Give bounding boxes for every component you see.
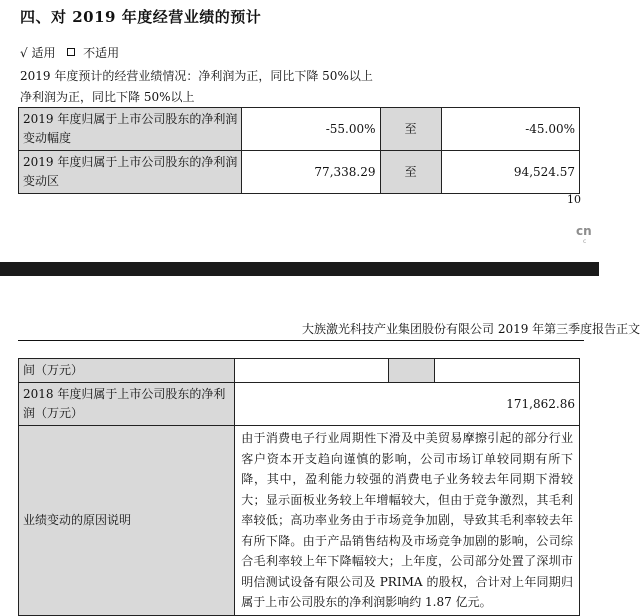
row-label: 间（万元） — [19, 359, 235, 383]
forecast-line: 2019 年度预计的经营业绩情况：净利润为正，同比下降 50%以上 — [20, 69, 373, 83]
table-cell — [389, 359, 435, 383]
range-low-value: 77,338.29 — [242, 151, 380, 194]
profit-forecast-table — [18, 107, 580, 194]
change-low-value: -55.00% — [242, 108, 380, 151]
reason-text: 由于消费电子行业周期性下滑及中美贸易摩擦引起的部分行业客户资本开支趋向谨慎的影响，公司市场订单较同期有所下降，其中，盈利能力较强的消费电子业务较去年同期下滑较大；显示面板业务较上年增幅较大，但由于竞争激烈，其毛利率较低；高功率业务由于市场竞争加剧，导致其毛利率较去年有所下降。由于产品销售结构及市场竞争加剧的影响，公司综合毛利率较上年下降幅较大；上年度，公司部分处置了深圳市明信测试设备有限公司及 PRIMA 的股权，合计对上年同期归属于上市公司股东的净利润影响约 1.87 亿元。 — [235, 426, 580, 616]
table-row — [19, 426, 580, 616]
table-row — [19, 383, 580, 426]
row-label: 2018 年度归属于上市公司股东的净利润（万元） — [19, 383, 235, 426]
header-rule — [18, 340, 584, 341]
table-row — [19, 151, 580, 194]
table-row — [19, 108, 580, 151]
row-label: 2019 年度归属于上市公司股东的净利润变动幅度 — [19, 108, 242, 151]
check-mark-icon: √ — [20, 46, 28, 60]
checkbox-empty-icon — [67, 48, 75, 56]
applicable-no-label: 不适用 — [83, 46, 120, 60]
watermark-logo-sub: c — [583, 238, 587, 245]
profit-details-table — [18, 358, 580, 616]
range-to-label: 至 — [380, 151, 441, 194]
report-page-top — [0, 0, 599, 262]
report-page-bottom — [0, 276, 640, 609]
applicable-yes-label: 适用 — [31, 46, 56, 60]
page-number: 10 — [567, 193, 581, 206]
table-cell — [435, 359, 580, 383]
range-high-value: 94,524.57 — [441, 151, 579, 194]
change-high-value: -45.00% — [441, 108, 579, 151]
page-divider — [0, 262, 599, 276]
row-label: 业绩变动的原因说明 — [19, 426, 235, 616]
profit-line: 净利润为正，同比下降 50%以上 — [20, 90, 195, 104]
range-to-label: 至 — [380, 108, 441, 151]
section-title: 四、对 2019 年度经营业绩的预计 — [20, 8, 262, 26]
row-label: 2019 年度归属于上市公司股东的净利润变动区 — [19, 151, 242, 194]
report-header: 大族激光科技产业集团股份有限公司 2019 年第三季度报告正文 — [302, 322, 640, 336]
table-row — [19, 359, 580, 383]
watermark-logo: cn — [576, 224, 592, 238]
applicable-options — [20, 44, 119, 61]
table-cell — [235, 359, 389, 383]
prior-year-profit-value: 171,862.86 — [235, 383, 580, 426]
